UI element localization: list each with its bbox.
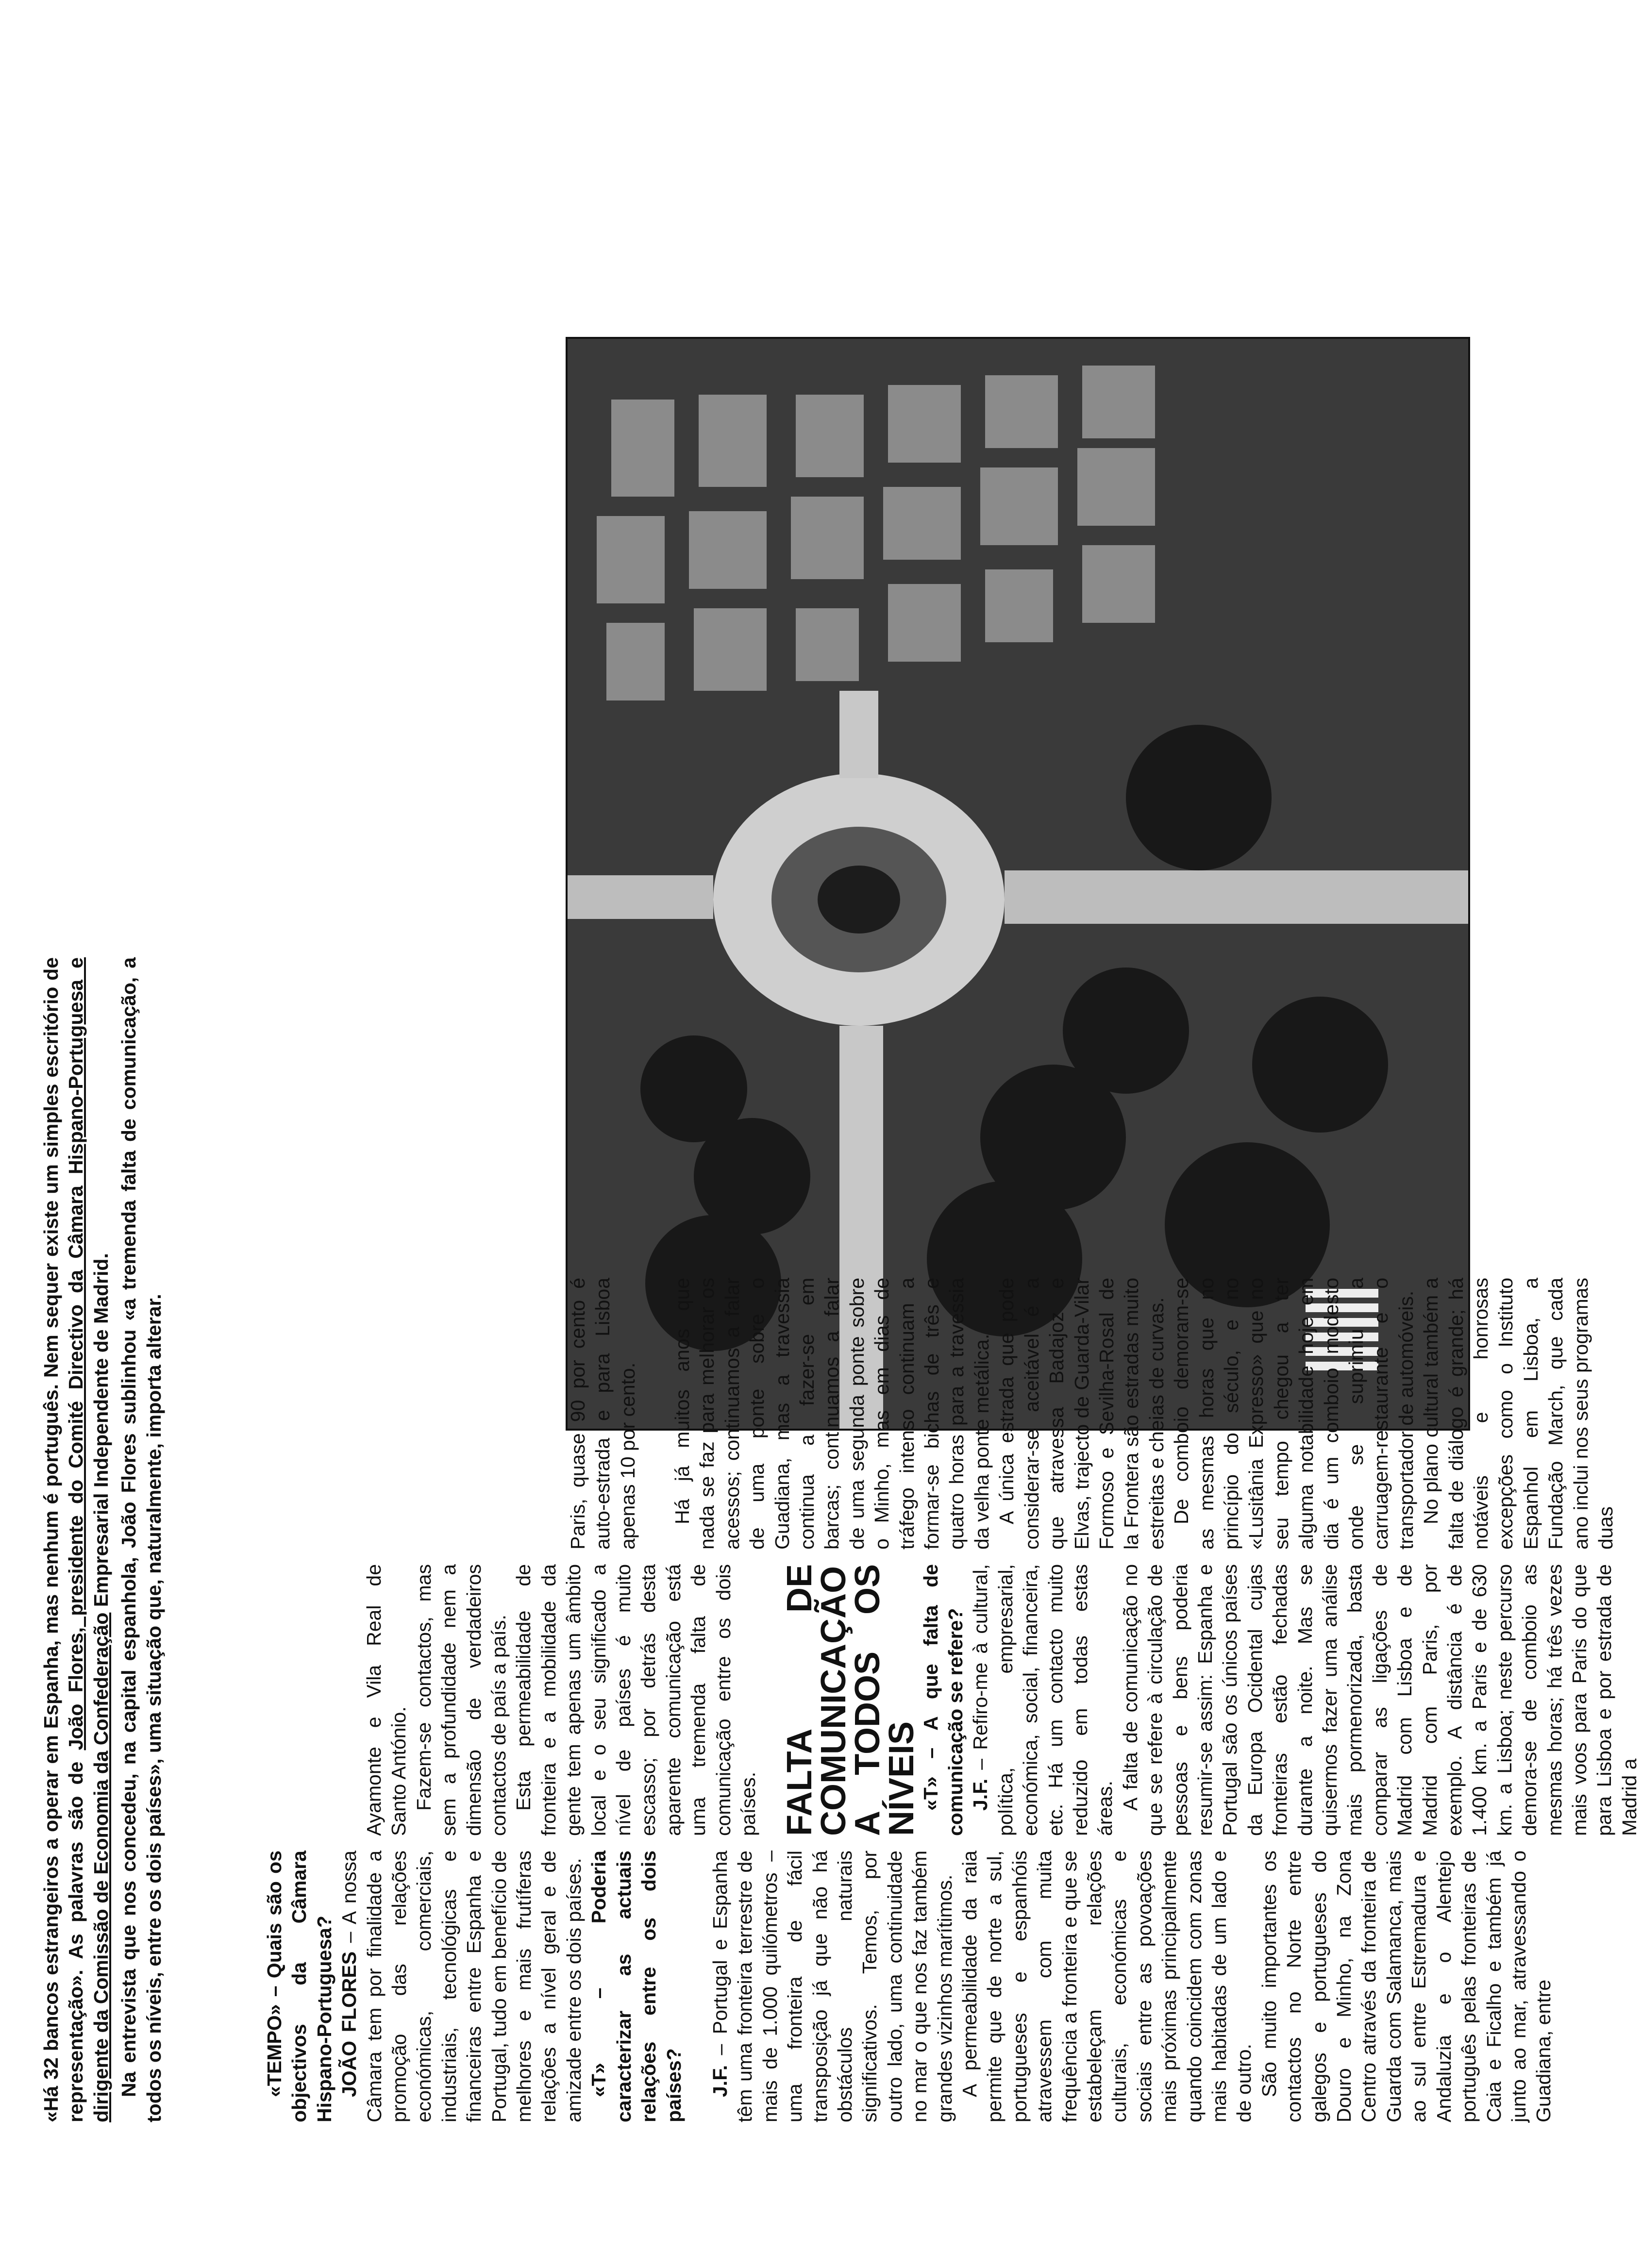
column-3-real (597, 1278, 1618, 1550)
col2-para-2: Fazem-se contactos, mas sem a profundidade nem a dimensão de verdadeiros contactos de país a país. (412, 1564, 510, 1836)
intro-lead-end: Empresarial Independente de Madrid. (89, 1253, 112, 1613)
col2-para-4: A falta de comunicação no que se refere à circulação de pessoas e bens poderia resumir-se assim: Espanha e Portugal são os únicos países da Europa Ocidental cujas fronteiras estão fechadas durante a noite. Mas se quisermos fazer uma análise mais pormenorizada, basta comparar as ligações de Madrid com Lisboa e de Madrid com Paris, por exemplo. A distância é de 1.400 km. a Paris e de 630 km. a Lisboa; neste percurso demora-se de comboio as mesmas horas; há três vezes mais voos para Paris do que para Lisboa e por estrada de Madrid a (1119, 1564, 1641, 1836)
answer-1-text: – A nossa Câmara tem por finalidade a promoção das relações económicas, comerciais, industriais, tecnológicas e financeiras entre Espanha e Portugal, tudo em benefício de melhores e mais frutíferas relações a nível geral e de amizade entre os dois países. (338, 1851, 585, 2122)
speaker-2: J.F. (708, 2065, 731, 2097)
question-2: «T» – Poderia caracterizar as actuais relações entre os dois países? (587, 1851, 685, 2122)
col2-para-3: Esta permeabilidade de fronteira e a mobilidade da gente tem apenas um âmbito local e o seu significado a nível de países é muito escasso; por detrás desta aparente comunicação está uma tremenda falta de comunicação entre os dois países. (512, 1564, 760, 1836)
intro-block (39, 957, 167, 2122)
question-1: «TEMPO» – Quais são os objectivos da Câmara Hispano-Portuguesa? (263, 1851, 335, 2122)
answer-3 (968, 1564, 1118, 1836)
col3-para-3: A única estrada que pode considerar-se aceitável é a que atravessa Badajoz e Elvas, trajecto de Guarda-Vilar Formoso e Sevilha-Rosal de la Frontera são estradas muito estreitas e cheias de curvas. (995, 1278, 1168, 1550)
col3-para-4: De comboio demoram-se as mesmas horas que no princípio do século, e no «Lusitânia Expresso» que no seu tempo chegou a ter alguma notabilidade hoje em dia é um comboio modesto onde se suprimiu a carruagem-restaurante e o transportador de automóveis. (1170, 1278, 1417, 1550)
col3-para-1: Paris, quase 90 por cento é auto-estrada e para Lisboa apenas 10 por cento. (567, 1278, 639, 1550)
answer-2 (708, 1851, 957, 2122)
answer-1 (337, 1851, 586, 2122)
photo-illustration (568, 339, 1468, 1429)
col3-para-5: No plano cultural também a falta de diálogo é grande; há notáveis e honrosas excepções como o Instituto Espanhol em Lisboa, a Fundação March, que cada ano inclui nos seus programas duas (1420, 1278, 1617, 1550)
question-3: «T» – A que falta de comunicação se refere? (919, 1564, 967, 1836)
intro-lead (39, 957, 114, 2122)
col3-para-2: Há já muitos anos que nada se faz para melhorar os acessos; continuamos a falar de uma ponte sobre o Guadiana, mas a travessia continua a fazer-se em barcas; continuamos a falar de uma segunda ponte sobre o Minho, mas em dias de tráfego intenso continuam a formar-se bichas de três e quatro horas para a travessia da velha ponte metálica. (671, 1278, 993, 1550)
intro-para2: Na entrevista que nos concedeu, na capital espanhola, João Flores sublinhou «a tremenda falta de comunicação, a todos os níveis, entre os dois países», uma situação que, naturalmente, importa alterar. (117, 957, 165, 2122)
heading-falta-comunicacao: FALTA DE COMUNICAÇÃO A TODOS OS NÍVEIS (780, 1564, 921, 1836)
col1-para-3: A permeabilidade da raia permite que de norte a sul, portugueses e espanhóis atravessem com muita frequência a fronteira e que se estabeleçam relações culturais, económicas e sociais entre as povoações mais próximas principalmente quando coincidem com zonas mais habitadas de um lado e de outro. (958, 1851, 1256, 2122)
col1-para-4: São muito importantes os contactos no Norte entre galegos e portugueses do Douro e Minho, na Zona Centro através da fronteira de Guarda com Salamanca, mais ao sul entre Estremadura e Andaluzia e o Alentejo português pelas fronteiras de Caia e Ficalho e também já junto ao mar, atravessando o Guadiana, entre (1257, 1851, 1555, 2122)
intro-lead-text: «Há 32 bancos estrangeiros a operar em Espanha, mas nenhum é português. Nem sequer existe um simples escritório de representação». As palavras são de (40, 957, 87, 2122)
column-2 (362, 1564, 1642, 1836)
aerial-city-photo (566, 337, 1470, 1431)
intro-lead-name: João Flores, presidente do Comité Directivo da Câmara Hispano-Portuguesa e dirigente da Comissão de Economia da Confederação (65, 957, 112, 2122)
column-1 (262, 1851, 1557, 2122)
answer-3-text: – Refiro-me à cultural, política, empresarial, económica, social, financeira, etc. Há um contacto muito reduzido em todas estas áreas. (969, 1564, 1117, 1836)
speaker-1: JOÃO FLORES (338, 1951, 361, 2097)
speaker-3: J.F. (969, 1778, 992, 1811)
col2-para-1: Ayamonte e Vila Real de Santo António. (363, 1564, 410, 1836)
answer-2-text: – Portugal e Espanha têm uma fronteira terrestre de mais de 1.000 quilómetros – uma fronteira de fácil transposição já que não há obstáculos naturais significativos. Temos, por outro lado, uma continuidade no mar o que nos faz também grandes vizinhos marítimos. (708, 1851, 956, 2122)
